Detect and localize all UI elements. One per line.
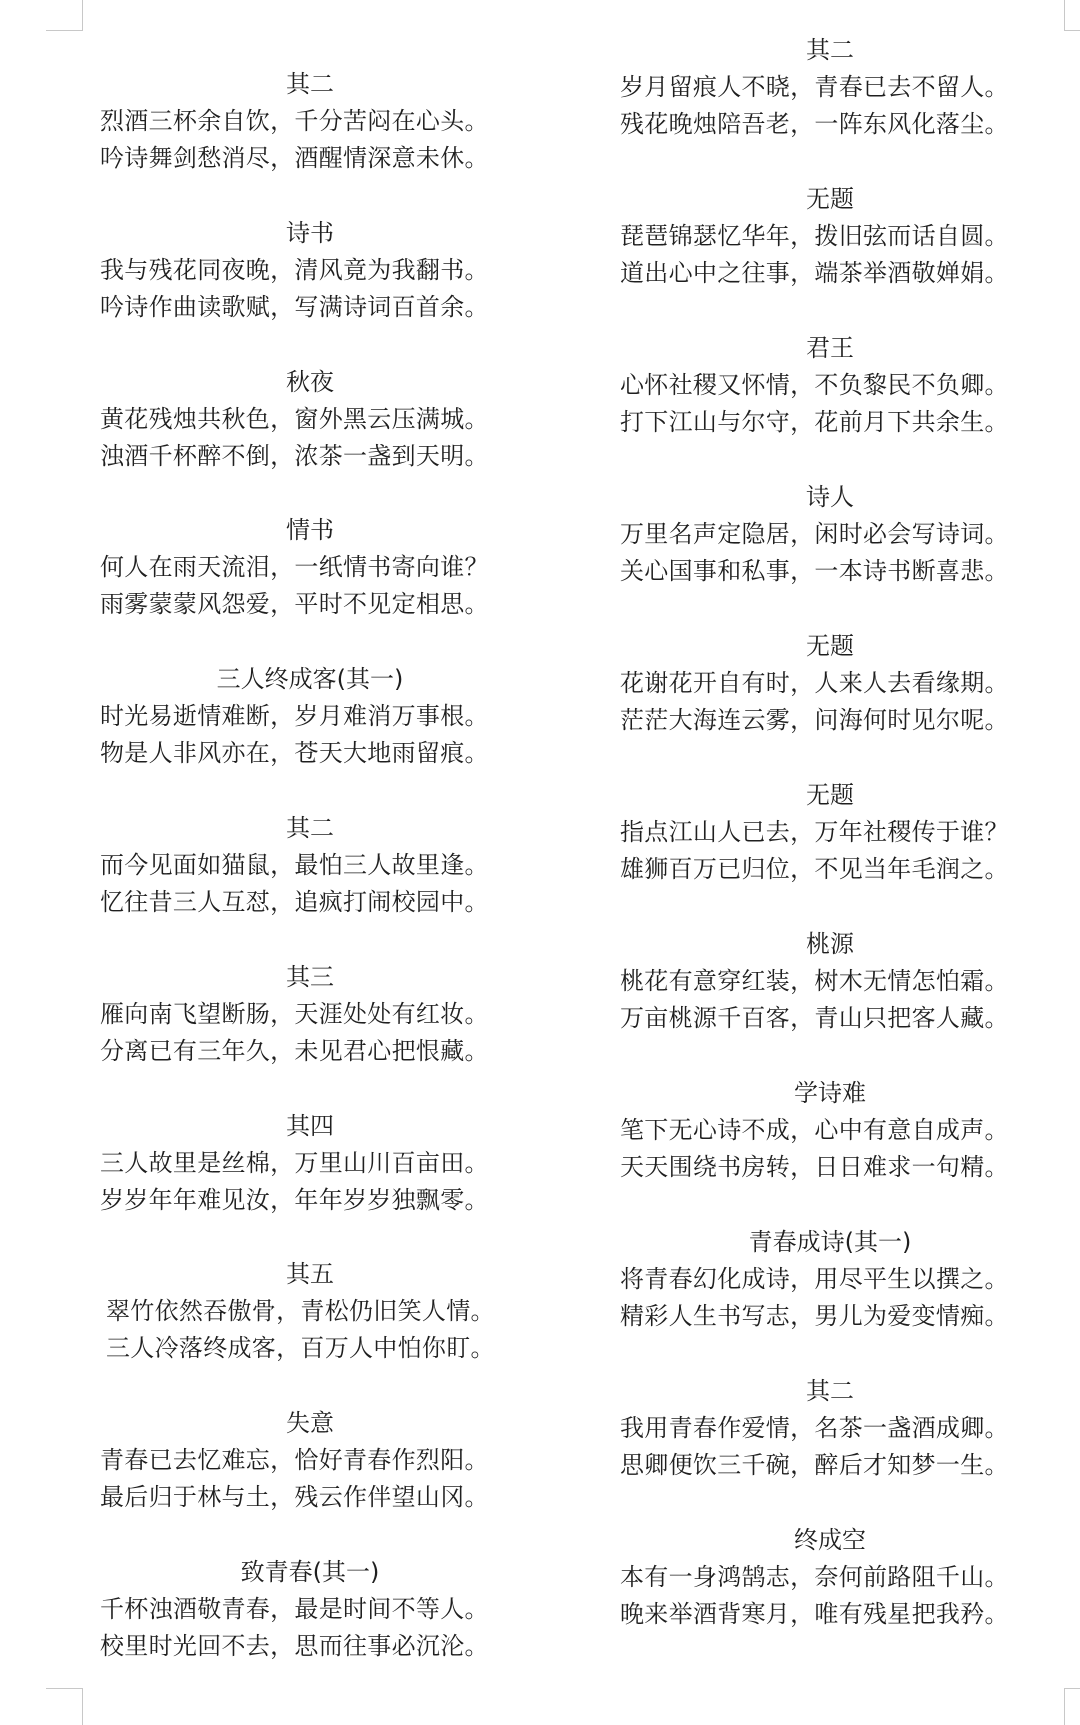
poem-line: 我用青春作爱情，名茶一盏酒成卿。 xyxy=(620,1414,1009,1442)
poem-line: 万亩桃源千百客，青山只把客人藏。 xyxy=(620,1004,1009,1032)
poem-block xyxy=(620,1075,1040,1186)
poem-line: 茫茫大海连云雾，问海何时见尔呢。 xyxy=(620,706,1009,734)
poem-block xyxy=(620,479,1040,590)
poem-line: 浊酒千杯醉不倒，浓茶一盏到天明。 xyxy=(100,442,489,470)
poem-line: 道出心中之往事，端茶举酒敬婵娟。 xyxy=(620,259,1009,287)
poem-line: 翠竹依然吞傲骨，青松仍旧笑人情。 xyxy=(106,1297,495,1325)
poem-block xyxy=(620,1224,1040,1335)
poem-line: 心怀社稷又怀情，不负黎民不负卿。 xyxy=(620,371,1009,399)
poem-title: 无题 xyxy=(806,185,854,213)
poem-block xyxy=(100,1108,520,1219)
poem-title: 青春成诗(其一) xyxy=(748,1228,912,1256)
poem-title: 情书 xyxy=(286,516,334,544)
poem-line: 精彩人生书写志，男儿为爱变情痴。 xyxy=(620,1302,1009,1330)
poem-block xyxy=(100,959,520,1070)
poem-line: 天天围绕书房转，日日难求一句精。 xyxy=(620,1153,1009,1181)
poem-line: 花谢花开自有时，人来人去看缘期。 xyxy=(620,669,1009,697)
poem-line: 笔下无心诗不成，心中有意自成声。 xyxy=(620,1116,1009,1144)
poem-line: 时光易逝情难断，岁月难消万事根。 xyxy=(100,702,489,730)
poem-line: 将青春幻化成诗，用尽平生以撰之。 xyxy=(620,1265,1009,1293)
poem-line: 本有一身鸿鹄志，奈何前路阻千山。 xyxy=(620,1563,1009,1591)
poem-line: 打下江山与尔守，花前月下共余生。 xyxy=(620,408,1009,436)
poem-line: 残花晚烛陪吾老，一阵东风化落尘。 xyxy=(620,110,1009,138)
poem-line: 我与残花同夜晚，清风竟为我翻书。 xyxy=(100,256,489,284)
poem-title: 终成空 xyxy=(794,1526,866,1554)
poem-block xyxy=(100,364,520,475)
poem-title: 桃源 xyxy=(806,930,854,958)
poem-title: 其二 xyxy=(806,36,854,64)
page-corner-mark-top-left xyxy=(46,0,83,31)
poem-line: 三人故里是丝棉，万里山川百亩田。 xyxy=(100,1149,489,1177)
poem-block xyxy=(100,512,520,623)
poem-block xyxy=(100,66,520,177)
poem-line: 岁岁年年难见汝，年年岁岁独飘零。 xyxy=(100,1186,489,1214)
poem-block xyxy=(100,215,520,326)
page-corner-mark-bottom-left xyxy=(46,1688,83,1725)
poem-line: 最后归于林与土，残云作伴望山冈。 xyxy=(100,1483,489,1511)
poem-line: 晚来举酒背寒月，唯有残星把我矜。 xyxy=(620,1600,1009,1628)
poem-line: 雁向南飞望断肠，天涯处处有红妆。 xyxy=(100,1000,489,1028)
poem-block xyxy=(620,330,1040,441)
poem-line: 雄狮百万已归位，不见当年毛润之。 xyxy=(620,855,1009,883)
poem-title: 其二 xyxy=(286,70,334,98)
poem-title: 其二 xyxy=(806,1377,854,1405)
poem-title: 失意 xyxy=(286,1409,334,1437)
poem-line: 桃花有意穿红装，树木无情怎怕霜。 xyxy=(620,967,1009,995)
page-corner-mark-bottom-right xyxy=(1064,1688,1080,1725)
poem-line: 琵琶锦瑟忆华年，拨旧弦而话自圆。 xyxy=(620,222,1009,250)
poem-title: 学诗难 xyxy=(794,1079,866,1107)
poem-line: 指点江山人已去，万年社稷传于谁？ xyxy=(620,818,1009,846)
poem-title: 诗书 xyxy=(286,219,334,247)
poem-line: 分离已有三年久，未见君心把恨藏。 xyxy=(100,1037,489,1065)
poem-line: 烈酒三杯余自饮，千分苦闷在心头。 xyxy=(100,107,489,135)
poem-block xyxy=(100,1256,520,1367)
poem-title: 无题 xyxy=(806,781,854,809)
poem-line: 何人在雨天流泪，一纸情书寄向谁？ xyxy=(100,553,489,581)
poem-block xyxy=(100,810,520,921)
poem-title: 诗人 xyxy=(806,483,854,511)
poem-block xyxy=(100,1405,520,1516)
poem-title: 三人终成客(其一) xyxy=(216,665,404,693)
poem-title: 其二 xyxy=(286,814,334,842)
poem-block xyxy=(620,1522,1040,1633)
poem-line: 千杯浊酒敬青春，最是时间不等人。 xyxy=(100,1595,489,1623)
poem-block xyxy=(100,661,520,772)
poem-line: 思卿便饮三千碗，醉后才知梦一生。 xyxy=(620,1451,1009,1479)
poem-block xyxy=(620,181,1040,292)
poem-line: 吟诗舞剑愁消尽，酒醒情深意未休。 xyxy=(100,144,489,172)
poem-title: 其四 xyxy=(286,1112,334,1140)
poem-line: 黄花残烛共秋色，窗外黑云压满城。 xyxy=(100,405,489,433)
page-corner-mark-top-right xyxy=(1064,0,1080,31)
poem-block xyxy=(620,628,1040,739)
poem-block xyxy=(620,926,1040,1037)
poem-block xyxy=(620,777,1040,888)
poem-line: 校里时光回不去，思而往事必沉沦。 xyxy=(100,1632,489,1660)
poem-line: 青春已去忆难忘，恰好青春作烈阳。 xyxy=(100,1446,489,1474)
poem-block xyxy=(620,32,1040,143)
poem-title: 其五 xyxy=(286,1260,334,1288)
poem-title: 致青春(其一) xyxy=(240,1558,380,1586)
poem-line: 雨雾蒙蒙风怨爱，平时不见定相思。 xyxy=(100,590,489,618)
poem-line: 三人冷落终成客，百万人中怕你盯。 xyxy=(106,1334,495,1362)
poem-title: 君王 xyxy=(806,334,854,362)
poem-title: 秋夜 xyxy=(286,368,334,396)
poem-line: 岁月留痕人不晓，青春已去不留人。 xyxy=(620,73,1009,101)
poem-block xyxy=(620,1373,1040,1484)
poem-title: 其三 xyxy=(286,963,334,991)
poem-line: 吟诗作曲读歌赋，写满诗词百首余。 xyxy=(100,293,489,321)
poem-line: 万里名声定隐居，闲时必会写诗词。 xyxy=(620,520,1009,548)
poem-block xyxy=(100,1554,520,1665)
poem-title: 无题 xyxy=(806,632,854,660)
poem-line: 物是人非风亦在，苍天大地雨留痕。 xyxy=(100,739,489,767)
poem-line: 忆往昔三人互怼，追疯打闹校园中。 xyxy=(100,888,489,916)
poem-line: 而今见面如猫鼠，最怕三人故里逢。 xyxy=(100,851,489,879)
poem-line: 关心国事和私事，一本诗书断喜悲。 xyxy=(620,557,1009,585)
